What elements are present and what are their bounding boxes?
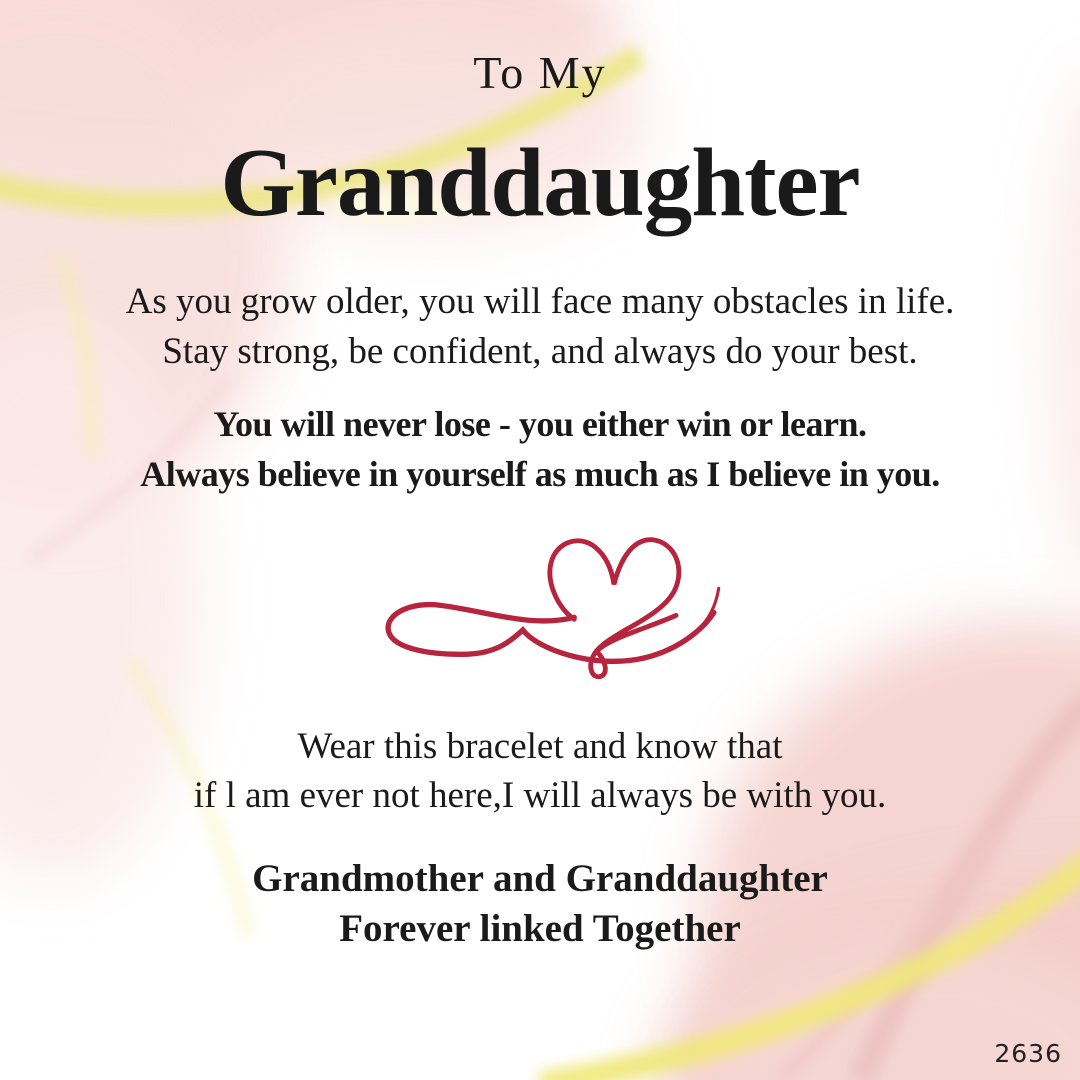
affirmation-line: Always believe in yourself as much as I believe in you. [140, 454, 940, 494]
affirmation-paragraph [0, 399, 1080, 499]
bracelet-line: Wear this bracelet and know that [297, 726, 783, 767]
greeting-text: To My [473, 47, 607, 98]
signature-line: Grandmother and Granddaughter [252, 857, 828, 900]
affirmation-line: You will never lose - you either win or learn. [213, 404, 867, 444]
bracelet-line: if l am ever not here,I will always be with you. [193, 775, 887, 816]
heart-infinity-icon [0, 532, 1080, 692]
signature-line: Forever linked Together [339, 907, 741, 950]
message-line: As you grow older, you will face many obstacles in life. [125, 281, 955, 322]
bracelet-paragraph [0, 722, 1080, 820]
message-line: Stay strong, be confident, and always do your best. [162, 331, 918, 372]
recipient-name: Granddaughter [220, 129, 860, 236]
message-paragraph [0, 277, 1080, 377]
product-number-badge: 2636 [994, 1039, 1062, 1068]
signature-paragraph [0, 854, 1080, 954]
infinity-sweep-stroke [388, 605, 714, 662]
